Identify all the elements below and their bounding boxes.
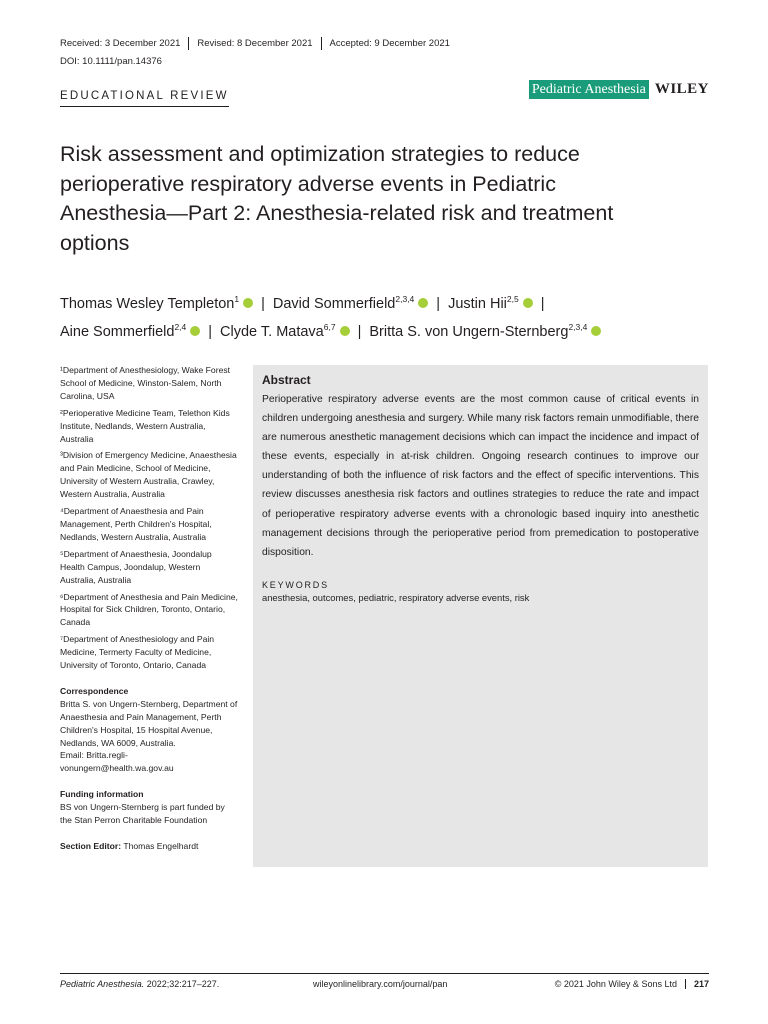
- page-footer: [60, 979, 709, 989]
- author[interactable]: Clyde T. Matava$^{6,7}$: [220, 324, 350, 340]
- keywords-heading: KEYWORDS: [262, 579, 329, 590]
- abstract-box: [253, 365, 708, 867]
- orcid-icon[interactable]: [243, 298, 253, 308]
- author[interactable]: David Sommerfield$^{2,3,4}$: [273, 296, 428, 312]
- sidebar: [60, 364, 238, 853]
- author-list: Thomas Wesley Templeton$^1$ | David Sommerfield$^{2,3,4}$ | Justin Hii$^{2,5}$ | Aine Sommerfield$^{2,4}$ | Clyde T. Matava$^{6,7}$ | Britta S. von Ungern-Sternberg$^{2,3,4}$: [60, 288, 720, 344]
- publisher-logo: WILEY: [654, 81, 709, 97]
- affiliation: ²Perioperative Medicine Team, Telethon Kids Institute, Nedlands, Western Australia, Australia: [60, 407, 230, 444]
- affiliation: ⁷Department of Anesthesiology and Pain Medicine, Termerty Faculty of Medicine, University of Toronto, Ontario, Canada: [60, 634, 215, 671]
- section-label: EDUCATIONAL REVIEW: [60, 90, 229, 107]
- author[interactable]: Aine Sommerfield$^{2,4}$: [60, 324, 200, 340]
- correspondence-address: Britta S. von Ungern-Sternberg, Department of Anaesthesia and Pain Management, Perth Children's Hospital, 15 Hospital Avenue, Nedlands, WA 6009, Australia.: [60, 698, 238, 748]
- affiliation: ³Division of Emergency Medicine, Anaesthesia and Pain Medicine, School of Medicine, University of Western Australia, Crawley, Western Australia, Australia: [60, 450, 237, 500]
- correspondence-heading: Correspondence: [60, 685, 129, 696]
- funding-text: BS von Ungern-Sternberg is part funded by the Stan Perron Charitable Foundation: [60, 802, 225, 826]
- affiliation: ⁵Department of Anaesthesia, Joondalup Health Campus, Joondalup, Western Australia, Australia: [60, 548, 212, 585]
- orcid-icon[interactable]: [190, 326, 200, 336]
- footer-divider: [60, 973, 709, 974]
- author[interactable]: Thomas Wesley Templeton$^1$: [60, 296, 253, 312]
- journal-url[interactable]: wileyonlinelibrary.com/journal/pan: [313, 979, 448, 989]
- orcid-icon[interactable]: [418, 298, 428, 308]
- accepted-date: Accepted: 9 December 2021: [321, 37, 458, 50]
- section-editor-name: Thomas Engelhardt: [123, 841, 199, 851]
- correspondence: [60, 685, 238, 775]
- citation: Pediatric Anesthesia. 2022;32:217–227.: [60, 979, 220, 989]
- affiliation: ⁶Department of Anesthesia and Pain Medicine, Hospital for Sick Children, Toronto, Ontario, Canada: [60, 591, 238, 628]
- correspondence-email[interactable]: Email: Britta.regli-vonungern@health.wa.gov.au: [60, 750, 174, 774]
- doi[interactable]: DOI: 10.1111/pan.14376: [60, 56, 162, 67]
- page-number: 217: [685, 979, 709, 989]
- copyright: © 2021 John Wiley & Sons Ltd: [554, 979, 677, 989]
- section-editor: [60, 840, 238, 853]
- section-editor-label: Section Editor:: [60, 841, 122, 851]
- affiliation: ¹Department of Anesthesiology, Wake Forest School of Medicine, Winston-Salem, North Carolina, USA: [60, 365, 231, 401]
- keywords: anesthesia, outcomes, pediatric, respiratory adverse events, risk: [262, 591, 530, 603]
- journal-name: Pediatric Anesthesia: [529, 80, 649, 99]
- affiliation: ⁴Department of Anaesthesia and Pain Management, Perth Children's Hospital, Nedlands, Western Australia, Australia: [60, 506, 212, 542]
- abstract-heading: Abstract: [262, 373, 311, 387]
- received-date: Received: 3 December 2021: [60, 38, 181, 49]
- journal-logo: [529, 80, 709, 99]
- abstract-body: Perioperative respiratory adverse events are the most common cause of critical events in children undergoing anesthesia and surgery. While many risk factors remain unmodifiable, there are numerous anesthetic management decisions which can impact the incidence and impact of these events, especially in at-risk children. Ongoing research continues to improve our understanding of both the influence of risk factors and the effect of specific interventions. This review discusses anesthesia risk factors and outlines strategies to reduce the rate and impact of perioperative respiratory adverse events with a chronologic based inquiry into anesthetic management decisions through the perioperative period from premedication to postoperative disposition.: [262, 394, 699, 558]
- author[interactable]: Britta S. von Ungern-Sternberg$^{2,3,4}$: [369, 324, 601, 340]
- funding-heading: Funding information: [60, 789, 144, 800]
- funding: [60, 788, 238, 827]
- revised-date: Revised: 8 December 2021: [188, 37, 320, 50]
- orcid-icon[interactable]: [523, 298, 533, 308]
- article-dates: [60, 37, 458, 50]
- orcid-icon[interactable]: [340, 326, 350, 336]
- article-title: Risk assessment and optimization strategies to reduce perioperative respiratory adverse events in Pediatric Anesthesia—Part 2: Anesthesia-related risk and treatment options: [60, 142, 614, 255]
- orcid-icon[interactable]: [591, 326, 601, 336]
- author[interactable]: Justin Hii$^{2,5}$: [448, 296, 533, 312]
